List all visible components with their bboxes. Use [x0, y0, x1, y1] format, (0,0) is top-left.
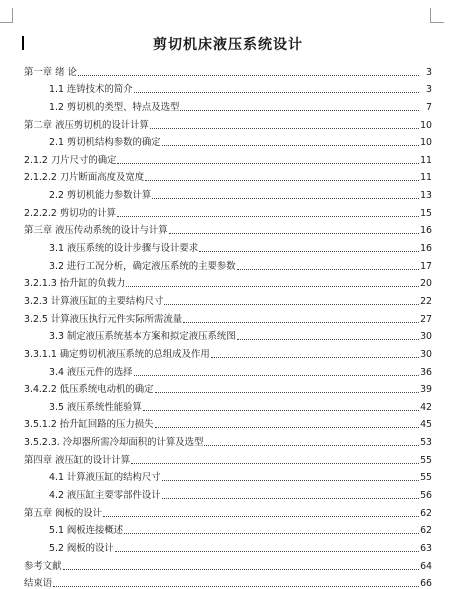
toc-page-number: 62 [420, 507, 432, 519]
toc-entry-title: 结束语 [24, 578, 53, 589]
toc-leader-dots [180, 110, 419, 111]
toc-leader-dots [145, 180, 419, 181]
toc-leader-dots [78, 75, 419, 76]
toc-entry[interactable] [24, 95, 432, 113]
toc-entry[interactable] [24, 572, 432, 589]
toc-entry[interactable] [24, 236, 432, 254]
crop-mark-top-right [430, 22, 444, 23]
toc-page-number: 3 [426, 66, 432, 78]
toc-entry-title: 第一章 绪 论 [24, 66, 77, 78]
toc-entry[interactable] [24, 272, 432, 290]
toc-leader-dots [117, 163, 419, 164]
toc-entry-title: 3.2.1.3 抬升缸的负载力 [24, 278, 126, 290]
toc-page-number: 13 [420, 190, 432, 202]
toc-page-number: 42 [420, 401, 432, 413]
toc-entry-title: 4.2 液压缸主要零部件设计 [49, 490, 161, 502]
toc-entry[interactable] [24, 448, 432, 466]
toc-entry-title: 2.1 剪切机结构参数的确定 [49, 137, 161, 149]
toc-entry[interactable] [24, 148, 432, 166]
toc-page-number: 10 [420, 137, 432, 149]
toc-page-number: 63 [420, 542, 432, 554]
toc-page-number: 36 [420, 366, 432, 378]
toc-entry[interactable] [24, 254, 432, 272]
toc-leader-dots [169, 233, 419, 234]
toc-leader-dots [131, 463, 419, 464]
toc-entry-title: 3.5 液压系统性能验算 [49, 401, 142, 413]
toc-entry-title: 3.4 液压元件的选择 [49, 366, 133, 378]
toc-entry-title: 3.4.2.2 低压系统电动机的确定 [24, 384, 154, 396]
toc-entry[interactable] [24, 360, 432, 378]
toc-page-number: 3 [426, 84, 432, 96]
toc-entry-title: 3.3 制定液压系统基本方案和拟定液压系统图 [49, 331, 236, 343]
toc-leader-dots [199, 251, 419, 252]
toc-entry-title: 第四章 液压缸的设计计算 [24, 454, 131, 466]
toc-entry-title: 3.2.3 计算液压缸的主要结构尺寸 [24, 295, 164, 307]
toc-page-number: 16 [420, 243, 432, 255]
toc-entry[interactable] [24, 60, 432, 78]
toc-entry[interactable] [24, 201, 432, 219]
toc-entry-title: 2.2.2.2 剪切功的计算 [24, 207, 117, 219]
toc-entry[interactable] [24, 166, 432, 184]
toc-leader-dots [150, 128, 419, 129]
toc-leader-dots [134, 375, 419, 376]
toc-leader-dots [164, 304, 419, 305]
toc-leader-dots [63, 569, 419, 570]
document-title: 剪切机床液压系统设计 [153, 37, 303, 53]
toc-leader-dots [126, 286, 419, 287]
toc-page-number: 30 [420, 348, 432, 360]
toc-entry[interactable] [24, 183, 432, 201]
toc-entry[interactable] [24, 519, 432, 537]
toc-entry[interactable] [24, 483, 432, 501]
toc-entry-title: 2.1.2.2 刀片断面高度及宽度 [24, 172, 145, 184]
toc-entry-title: 第五章 阀板的设计 [24, 507, 102, 519]
toc-entry[interactable] [24, 554, 432, 572]
toc-entry-title: 3.3.1.1 确定剪切机液压系统的总组成及作用 [24, 348, 210, 360]
toc-entry[interactable] [24, 413, 432, 431]
crop-mark-top-left [0, 22, 12, 23]
toc-page-number: 11 [420, 172, 432, 184]
toc-entry[interactable] [24, 219, 432, 237]
toc-entry-title: 3.2 进行工况分析，确定液压系统的主要参数 [49, 260, 236, 272]
toc-page-number: 7 [426, 101, 432, 113]
toc-page-number: 45 [420, 419, 432, 431]
toc-leader-dots [204, 445, 419, 446]
toc-leader-dots [162, 480, 419, 481]
toc-page-number: 15 [420, 207, 432, 219]
toc-leader-dots [117, 216, 419, 217]
toc-entry[interactable] [24, 395, 432, 413]
toc-page-number: 11 [420, 154, 432, 166]
toc-leader-dots [155, 392, 419, 393]
toc-leader-dots [183, 322, 419, 323]
toc-entry-title: 5.1 阀板连接概述 [49, 525, 124, 537]
toc-leader-dots [134, 92, 419, 93]
toc-page-number: 16 [420, 225, 432, 237]
toc-entry[interactable] [24, 536, 432, 554]
toc-page-number: 22 [420, 295, 432, 307]
toc-entry-title: 1.2 剪切机的类型、特点及选型 [49, 101, 180, 113]
toc-entry-title: 3.2.5 计算液压执行元件实际所需流量 [24, 313, 183, 325]
toc-page-number: 56 [420, 490, 432, 502]
toc-leader-dots [162, 145, 419, 146]
toc-leader-dots [237, 339, 419, 340]
toc-entry-title: 3.5.2.3. 冷却器所需冷却面积的计算及选型 [24, 437, 204, 449]
toc-page-number: 55 [420, 472, 432, 484]
toc-leader-dots [152, 198, 419, 199]
toc-entry[interactable] [24, 78, 432, 96]
toc-entry[interactable] [24, 342, 432, 360]
toc-entry[interactable] [24, 307, 432, 325]
toc-entry[interactable] [24, 378, 432, 396]
toc-entry-title: 2.2 剪切机能力参数计算 [49, 190, 152, 202]
toc-page-number: 66 [420, 578, 432, 589]
toc-page-number: 17 [420, 260, 432, 272]
toc-entry-title: 第三章 液压传动系统的设计与计算 [24, 225, 168, 237]
toc-page-number: 39 [420, 384, 432, 396]
toc-leader-dots [155, 427, 419, 428]
toc-entry-title: 4.1 计算液压缸的结构尺寸 [49, 472, 161, 484]
toc-page-number: 62 [420, 525, 432, 537]
toc-entry-title: 3.5.1.2 抬升缸回路的压力损失 [24, 419, 154, 431]
toc-page-number: 53 [420, 437, 432, 449]
toc-leader-dots [237, 269, 419, 270]
toc-leader-dots [103, 516, 419, 517]
toc-leader-dots [124, 533, 419, 534]
toc-page-number: 20 [420, 278, 432, 290]
toc-entry[interactable] [24, 289, 432, 307]
toc-leader-dots [143, 410, 419, 411]
toc-page-number: 30 [420, 331, 432, 343]
toc-entry[interactable] [24, 131, 432, 149]
toc-page-number: 27 [420, 313, 432, 325]
toc-entry-title: 3.1 液压系统的设计步骤与设计要求 [49, 243, 199, 255]
toc-entry[interactable] [24, 430, 432, 448]
crop-mark-top-right [430, 8, 431, 23]
toc-leader-dots [115, 551, 419, 552]
toc-entry[interactable] [24, 501, 432, 519]
toc-entry-title: 参考文献 [24, 560, 62, 572]
toc-entry[interactable] [24, 466, 432, 484]
toc-entry-title: 第二章 液压剪切机的设计计算 [24, 119, 149, 131]
toc-entry[interactable] [24, 325, 432, 343]
toc-entry-title: 2.1.2 刀片尺寸的确定 [24, 154, 117, 166]
toc-page-number: 64 [420, 560, 432, 572]
toc-entry-title: 5.2 阀板的设计 [49, 542, 114, 554]
table-of-contents [24, 60, 432, 589]
toc-entry[interactable] [24, 113, 432, 131]
crop-mark-top-left [12, 8, 13, 23]
toc-leader-dots [162, 498, 419, 499]
toc-leader-dots [211, 357, 419, 358]
toc-page-number: 55 [420, 454, 432, 466]
toc-page-number: 10 [420, 119, 432, 131]
toc-entry-title: 1.1 连铸技术的简介 [49, 84, 133, 96]
